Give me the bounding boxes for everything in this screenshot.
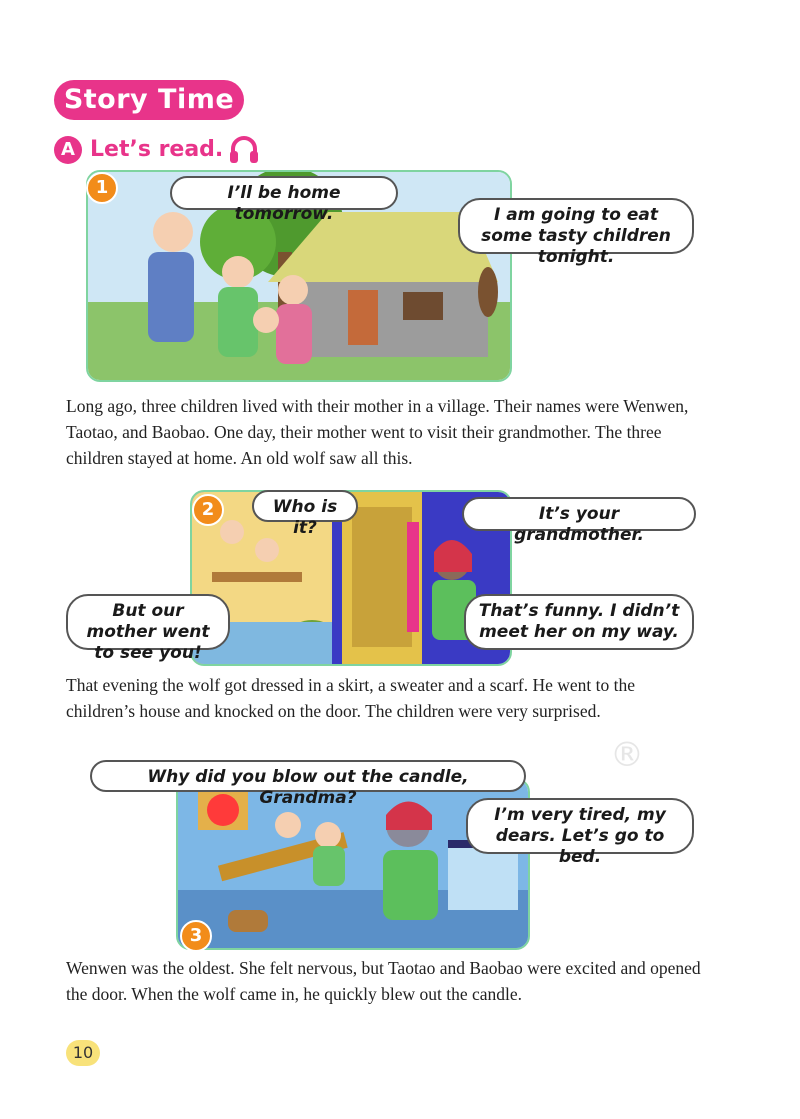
panel-3-bubble-children: Why did you blow out the candle, Grandma? [90, 760, 526, 792]
story-time-title: Story Time [54, 80, 244, 120]
panel-1-bubble-wolf: I am going to eat some tasty children tonight. [458, 198, 694, 254]
section-heading: Let’s read. [90, 137, 224, 162]
panel-2-bubble-grandmother: It’s your grandmother. [462, 497, 696, 531]
headphones-icon[interactable] [228, 134, 260, 166]
page-number: 10 [66, 1040, 100, 1066]
panel-2-bubble-who: Who is it? [252, 490, 358, 522]
panel-3-number: 3 [180, 920, 212, 952]
registered-watermark: ® [610, 735, 644, 775]
panel-1-number: 1 [86, 172, 118, 204]
story-paragraph-2: That evening the wolf got dressed in a skirt, a sweater and a scarf. He went to the children’s house and knocked on the door. The children were very surprised. [66, 675, 636, 721]
section-letter-badge: A [54, 136, 82, 164]
panel-3-bubble-wolf: I’m very tired, my dears. Let’s go to bed. [466, 798, 694, 854]
panel-1-bubble-mother: I’ll be home tomorrow. [170, 176, 398, 210]
story-paragraph-3: Wenwen was the oldest. She felt nervous, but Taotao and Baobao were excited and opened the door. When the wolf came in, he quickly blew out the candle. [66, 958, 701, 1004]
story-paragraph-1: Long ago, three children lived with their mother in a village. Their names were Wenwen, Taotao, and Baobao. One day, their mother went to visit their grandmother. The three children stayed at home. An old wolf saw all this. [66, 396, 689, 468]
panel-2-number: 2 [192, 494, 224, 526]
panel-2-bubble-wolf: That’s funny. I didn’t meet her on my way. [464, 594, 694, 650]
panel-2-bubble-children: But our mother went to see you! [66, 594, 230, 650]
